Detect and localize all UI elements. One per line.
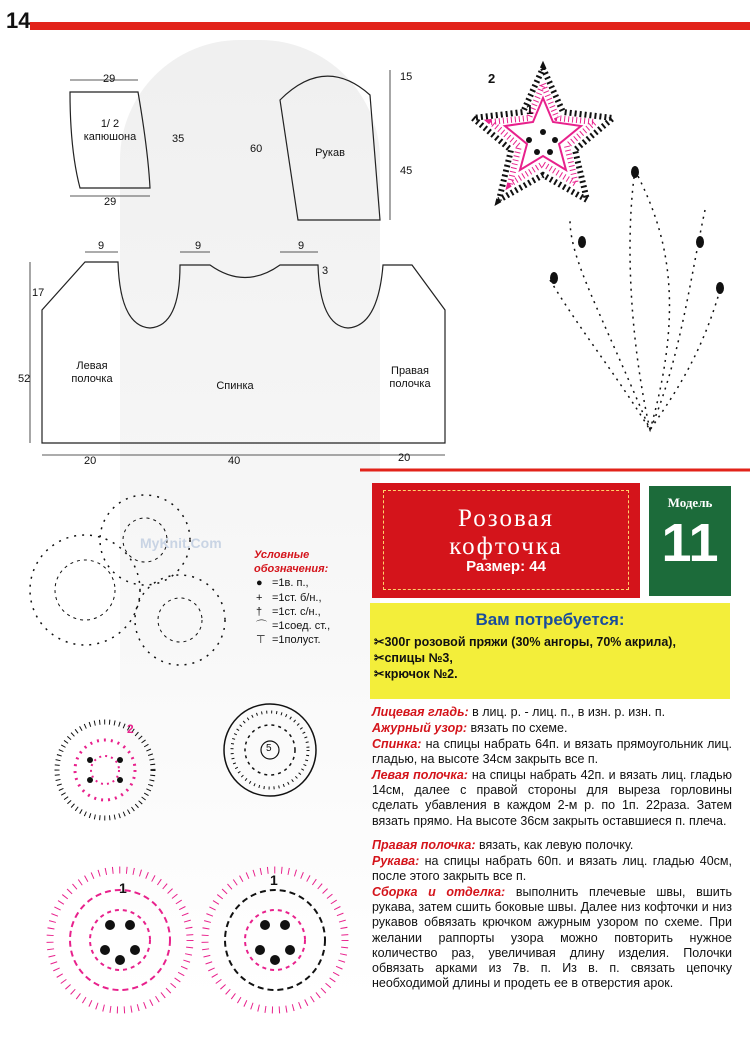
scissors-icon: ✂ xyxy=(374,651,385,665)
body-dim-top-right: 9 xyxy=(298,240,305,252)
body-dim-bottom-left: 20 xyxy=(84,455,97,467)
leaf-motif-diagram xyxy=(540,160,740,450)
pink1-num-1: 1 xyxy=(119,880,127,896)
body-dim-height: 52 xyxy=(18,373,31,385)
circle-diagram xyxy=(210,700,335,810)
legend-item: =1соед. ст., xyxy=(272,620,331,633)
instruction-s1: Лицевая гладь: в лиц. р. - лиц. п., в изн. р. изн. п. xyxy=(372,705,666,719)
flower-diagram xyxy=(30,705,180,835)
hood-dim-bottom: 29 xyxy=(104,196,117,208)
instruction-s2: Ажурный узор: вязать по схеме. xyxy=(372,721,568,735)
legend xyxy=(254,548,330,647)
star-num-2: 2 xyxy=(488,71,496,86)
legend-title-2: обозначения: xyxy=(254,563,329,576)
sleeve-label: Рукав xyxy=(315,147,345,159)
spiral-stitch-diagram xyxy=(15,480,255,700)
size-label: Размер: 44 xyxy=(466,558,546,575)
sleeve-dim-top-right: 15 xyxy=(400,71,413,83)
double-crochet-symbol-icon: † xyxy=(256,605,263,618)
single-crochet-symbol-icon: + xyxy=(256,591,263,604)
circle-num-5: 5 xyxy=(266,743,272,754)
legend-item: =1ст. с/н., xyxy=(272,605,321,618)
scissors-icon: ✂ xyxy=(374,635,385,649)
legend-item: =1в. п., xyxy=(272,577,309,590)
body-dim-top-mid: 9 xyxy=(195,240,202,252)
materials-item: ✂300г розовой пряжи (30% ангоры, 70% акрила), xyxy=(374,635,676,649)
divider xyxy=(360,465,750,475)
page-number: 14 xyxy=(6,8,31,33)
instruction-s4: Левая полочка: на спицы набрать 42п. и вязать лиц. гладью 14см, далее с правой стороны для выреза горловины сделать убавления в каждом 2-м р. по 1п. 22раза. Затем вязать прямо. На высоте 36см закрыть оставшиеся п. плеча. xyxy=(372,768,733,828)
title-line-1: Розовая xyxy=(457,505,555,532)
hood-label-1: 1/ 2 xyxy=(100,118,120,130)
slip-stitch-symbol-icon: ⌒ xyxy=(256,620,267,633)
left-front-label-1: Левая xyxy=(76,360,108,372)
right-front-label-2: полочка xyxy=(389,378,431,390)
star-num-1: 1 xyxy=(526,102,534,117)
title-line-2: кофточка xyxy=(449,533,563,560)
body-dim-bottom-mid: 40 xyxy=(228,455,241,467)
body-dim-bottom-right: 20 xyxy=(398,452,411,464)
left-front-label-2: полочка xyxy=(71,373,113,385)
legend-title-1: Условные xyxy=(254,549,310,561)
chain-symbol-icon: ● xyxy=(256,577,263,590)
scissors-icon: ✂ xyxy=(374,667,385,681)
half-double-symbol-icon: ⊤ xyxy=(256,634,266,647)
instruction-s6: Рукава: на спицы набрать 60п. и вязать лиц. гладью 40см, после этого закрыть все п. xyxy=(372,854,732,884)
hood-dim-top: 29 xyxy=(103,73,116,85)
body-dim-neck: 3 xyxy=(322,265,329,277)
sleeve-dim-left: 60 xyxy=(250,143,263,155)
model-number: 11 xyxy=(661,513,719,573)
materials-item: ✂спицы №3, xyxy=(374,651,453,665)
body-dim-top-left: 9 xyxy=(98,240,105,252)
hood-label-2: капюшона xyxy=(83,131,137,143)
sleeve-dim-right: 45 xyxy=(400,165,413,177)
model-word: Модель xyxy=(667,495,713,510)
materials-item: ✂крючок №2. xyxy=(374,667,458,681)
flower-num-2: 2 xyxy=(127,722,134,736)
instruction-s5: Правая полочка: вязать, как левую полочку. xyxy=(372,838,634,852)
watermark: MyKnit.Com xyxy=(140,535,222,551)
right-front-label-1: Правая xyxy=(391,365,429,377)
pink2-num-1: 1 xyxy=(270,872,278,888)
hood-dim-right: 35 xyxy=(172,133,185,145)
legend-item: =1ст. б/н., xyxy=(272,591,322,604)
instruction-s7: Сборка и отделка: выполнить плечевые швы, вшить рукава, затем сшить боковые швы. Далее низ кофточки и низ рукавов обвязать крючком ажурным узором по схеме. При желании раппорты узора можно повторить нужное количество раз, увеличивая длину изделия. Полочки обвязать арками из 7в. п. Из в. п. связать цепочку необходимой длины и продеть ее в отверстия арок. xyxy=(372,885,732,991)
materials-heading: Вам потребуется: xyxy=(475,610,625,629)
instruction-s3: Спинка: на спицы набрать 64п. и вязать прямоугольник лиц. гладью, на высоте 34см закрыть все п. xyxy=(372,737,732,767)
legend-item: =1полуст. xyxy=(272,634,321,647)
body-dim-armhole: 17 xyxy=(32,287,45,299)
back-label: Спинка xyxy=(216,380,254,392)
